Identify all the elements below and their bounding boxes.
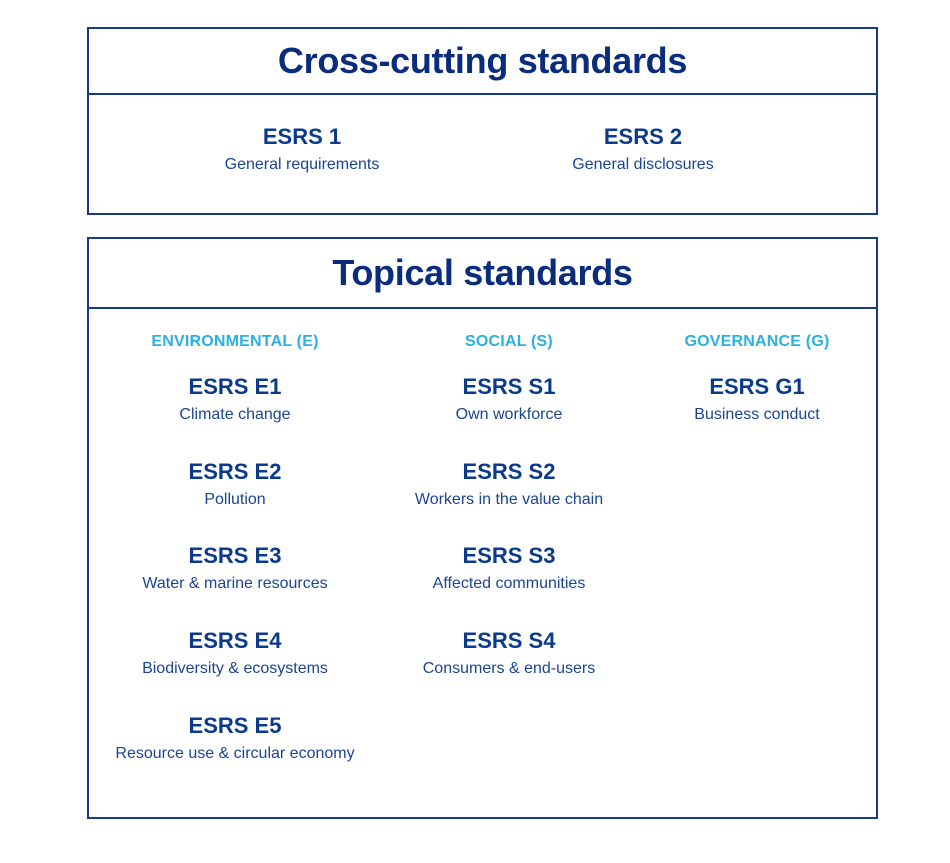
- standard-description: Business conduct: [694, 406, 820, 423]
- standard-esrs-e1: [85, 374, 385, 426]
- standard-esrs-s3: [359, 543, 659, 595]
- standard-esrs-1: [152, 124, 452, 176]
- standard-code: ESRS E5: [188, 713, 282, 738]
- standard-description: Own workforce: [455, 406, 563, 423]
- standard-description: Workers in the value chain: [414, 491, 604, 508]
- standard-description: Water & marine resources: [142, 575, 328, 592]
- standard-esrs-g1: [607, 374, 907, 426]
- cross-cutting-box: [87, 27, 878, 215]
- standard-description: Biodiversity & ecosystems: [142, 660, 328, 677]
- standard-esrs-e4: [85, 628, 385, 680]
- standard-code: ESRS E2: [188, 459, 282, 484]
- standard-esrs-s2: [359, 459, 659, 511]
- standard-esrs-2: [493, 124, 793, 176]
- standard-description: Resource use & circular economy: [115, 745, 355, 762]
- standard-code: ESRS S4: [462, 628, 556, 653]
- standard-description: Affected communities: [432, 575, 586, 592]
- standard-description: Climate change: [179, 406, 291, 423]
- standard-code: ESRS G1: [709, 374, 805, 399]
- standard-code: ESRS 1: [262, 124, 342, 149]
- standard-code: ESRS E4: [188, 628, 282, 653]
- column-heading-social: SOCIAL (S): [465, 333, 553, 350]
- standard-code: ESRS S3: [462, 543, 556, 568]
- standard-description: General requirements: [224, 156, 380, 173]
- standard-esrs-e2: [85, 459, 385, 511]
- standard-code: ESRS 2: [603, 124, 683, 149]
- cross-cutting-title: Cross-cutting standards: [89, 29, 876, 95]
- standard-description: General disclosures: [572, 156, 714, 173]
- column-heading-governance: GOVERNANCE (G): [684, 333, 830, 350]
- standard-code: ESRS S2: [462, 459, 556, 484]
- column-heading-environmental: ENVIRONMENTAL (E): [151, 333, 319, 350]
- standard-code: ESRS S1: [462, 374, 556, 399]
- standard-code: ESRS E1: [188, 374, 282, 399]
- topical-title: Topical standards: [89, 239, 876, 309]
- standard-esrs-e5: [113, 713, 357, 765]
- standard-description: Consumers & end-users: [422, 660, 596, 677]
- standard-esrs-e3: [85, 543, 385, 595]
- topical-box: [87, 237, 878, 819]
- standard-code: ESRS E3: [188, 543, 282, 568]
- standard-description: Pollution: [204, 491, 266, 508]
- standard-esrs-s4: [359, 628, 659, 680]
